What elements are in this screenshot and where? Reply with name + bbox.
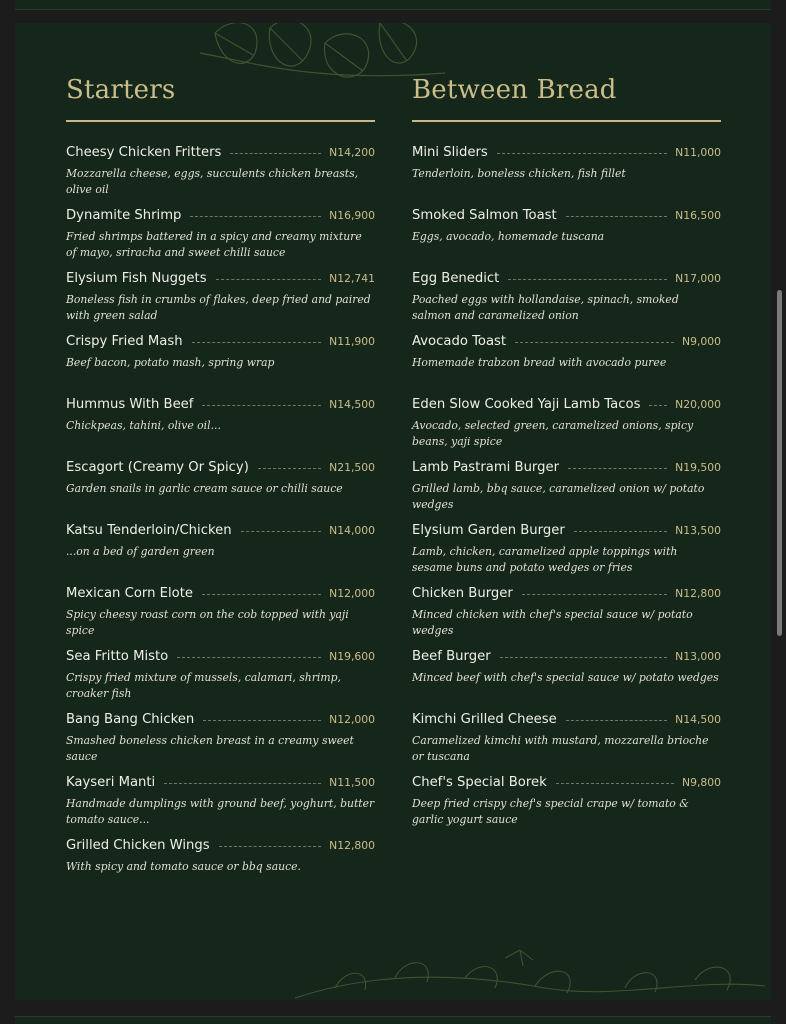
menu-item-description: Tenderloin, boneless chicken, fish fillet [412, 167, 626, 180]
menu-item-description: Eggs, avocado, homemade tuscana [412, 230, 605, 243]
menu-item [66, 331, 375, 371]
previous-page-edge [15, 0, 771, 10]
dotted-leader [556, 783, 674, 784]
menu-item [412, 646, 721, 686]
menu-item-price: N11,900 [329, 334, 375, 348]
menu-item-name: Mexican Corn Elote [66, 585, 193, 601]
menu-item-name: Kimchi Grilled Cheese [412, 711, 557, 727]
menu-item-price: N16,900 [329, 208, 375, 222]
menu-item [66, 142, 375, 198]
menu-item [66, 394, 375, 434]
menu-item-price: N9,000 [682, 334, 721, 348]
menu-item-name: Eden Slow Cooked Yaji Lamb Tacos [412, 396, 641, 412]
dotted-leader [192, 342, 322, 343]
menu-item-name: Crispy Fried Mash [66, 333, 183, 349]
dotted-leader [568, 468, 667, 469]
menu-item-description: Beef bacon, potato mash, spring wrap [66, 356, 275, 369]
menu-item [412, 331, 721, 371]
dotted-leader [219, 846, 322, 847]
menu-item-name: Escagort (Creamy Or Spicy) [66, 459, 249, 475]
menu-item-description: Poached eggs with hollandaise, spinach, smoked salmon and caramelized onion [412, 293, 679, 322]
dotted-leader [649, 405, 667, 406]
menu-item-name: Grilled Chicken Wings [66, 837, 210, 853]
menu-item-name: Egg Benedict [412, 270, 500, 286]
menu-item-description: Crispy fried mixture of mussels, calamari, shrimp, croaker fish [66, 671, 341, 700]
menu-item-header [412, 646, 721, 666]
menu-item-name: Dynamite Shrimp [66, 207, 182, 223]
menu-item-price: N16,500 [675, 208, 721, 222]
menu-item [412, 709, 721, 765]
menu-item-name: Smoked Salmon Toast [412, 207, 557, 223]
menu-item-header [66, 583, 375, 603]
menu-item-description: Caramelized kimchi with mustard, mozzarella brioche or tuscana [412, 734, 709, 763]
menu-item [412, 394, 721, 450]
menu-item-price: N13,000 [675, 649, 721, 663]
menu-item-header [66, 394, 375, 414]
menu-item-header [66, 457, 375, 477]
menu-item-header [412, 583, 721, 603]
section-title-starters: Starters [66, 75, 176, 105]
menu-item-price: N12,800 [675, 586, 721, 600]
menu-item-description: Grilled lamb, bbq sauce, caramelized onion w/ potato wedges [412, 482, 705, 511]
menu-item [412, 583, 721, 639]
menu-item-header [412, 457, 721, 477]
menu-item-header [412, 709, 721, 729]
menu-item-name: Elysium Garden Burger [412, 522, 565, 538]
menu-item [412, 142, 721, 182]
menu-item-price: N11,000 [675, 145, 721, 159]
menu-item-name: Hummus With Beef [66, 396, 194, 412]
menu-item-name: Kayseri Manti [66, 774, 156, 790]
menu-item-header [66, 709, 375, 729]
menu-item-name: Chef's Special Borek [412, 774, 547, 790]
menu-item-header [66, 646, 375, 666]
menu-item [66, 268, 375, 324]
menu-item [66, 205, 375, 261]
menu-item-price: N19,600 [329, 649, 375, 663]
dotted-leader [203, 720, 321, 721]
menu-item-price: N9,800 [682, 775, 721, 789]
menu-item-price: N12,000 [329, 712, 375, 726]
dotted-leader [566, 720, 667, 721]
menu-item-description: Garden snails in garlic cream sauce or chilli sauce [66, 482, 343, 495]
menu-item-price: N14,200 [329, 145, 375, 159]
section-divider [66, 120, 375, 122]
menu-item-price: N14,500 [329, 397, 375, 411]
dotted-leader [522, 594, 667, 595]
dotted-leader [190, 216, 321, 217]
dotted-leader [230, 153, 321, 154]
dotted-leader [202, 594, 321, 595]
menu-item [66, 646, 375, 702]
menu-page [15, 23, 771, 1000]
menu-item-name: Bang Bang Chicken [66, 711, 195, 727]
menu-item-description: With spicy and tomato sauce or bbq sauce. [66, 860, 301, 873]
dotted-leader [164, 783, 321, 784]
scrollbar-thumb[interactable] [777, 290, 782, 636]
menu-item-description: Spicy cheesy roast corn on the cob topped with yaji spice [66, 608, 349, 637]
dotted-leader [574, 531, 667, 532]
menu-item [412, 520, 721, 576]
dotted-leader [258, 468, 321, 469]
menu-item [66, 457, 375, 497]
menu-item-price: N20,000 [675, 397, 721, 411]
dotted-leader [177, 657, 321, 658]
menu-item-header [66, 331, 375, 351]
dotted-leader [497, 153, 667, 154]
menu-item-price: N21,500 [329, 460, 375, 474]
menu-item-description: Avocado, selected green, caramelized onions, spicy beans, yaji spice [412, 419, 694, 448]
menu-item [66, 835, 375, 875]
section-divider [412, 120, 721, 122]
menu-item-description: Homemade trabzon bread with avocado puree [412, 356, 667, 369]
menu-item-description: Boneless fish in crumbs of flakes, deep fried and paired with green salad [66, 293, 371, 322]
dotted-leader [508, 279, 667, 280]
menu-item-price: N11,500 [329, 775, 375, 789]
menu-item-header [412, 520, 721, 540]
menu-item [66, 772, 375, 828]
menu-item-header [412, 268, 721, 288]
menu-item-price: N12,000 [329, 586, 375, 600]
menu-item-description: Minced chicken with chef's special sauce w/ potato wedges [412, 608, 693, 637]
menu-item-name: Lamb Pastrami Burger [412, 459, 560, 475]
dotted-leader [500, 657, 668, 658]
menu-item-header [412, 331, 721, 351]
menu-item [66, 583, 375, 639]
menu-item-name: Sea Fritto Misto [66, 648, 169, 664]
dotted-leader [515, 342, 674, 343]
menu-item [412, 205, 721, 245]
leaf-decoration-bottom-icon [295, 948, 765, 1000]
menu-item-name: Elysium Fish Nuggets [66, 270, 207, 286]
menu-item-name: Katsu Tenderloin/Chicken [66, 522, 232, 538]
menu-item-description: Handmade dumplings with ground beef, yoghurt, butter tomato sauce... [66, 797, 375, 826]
menu-item-header [412, 142, 721, 162]
menu-item-price: N12,800 [329, 838, 375, 852]
menu-item-price: N14,500 [675, 712, 721, 726]
menu-item-price: N13,500 [675, 523, 721, 537]
menu-item-header [66, 205, 375, 225]
menu-item-name: Cheesy Chicken Fritters [66, 144, 222, 160]
dotted-leader [241, 531, 322, 532]
section-title-between-bread: Between Bread [412, 75, 617, 105]
menu-item-name: Mini Sliders [412, 144, 488, 160]
menu-item-header [66, 142, 375, 162]
menu-item-price: N17,000 [675, 271, 721, 285]
menu-item-description: Lamb, chicken, caramelized apple toppings with sesame buns and potato wedges or fries [412, 545, 678, 574]
menu-item-description: Minced beef with chef's special sauce w/ potato wedges [412, 671, 719, 684]
menu-item-header [412, 394, 721, 414]
menu-item-header [66, 835, 375, 855]
dotted-leader [216, 279, 322, 280]
menu-item-price: N19,500 [675, 460, 721, 474]
menu-item [66, 520, 375, 560]
menu-item-name: Chicken Burger [412, 585, 513, 601]
menu-item-description: Mozzarella cheese, eggs, succulents chicken breasts, olive oil [66, 167, 359, 196]
menu-item [66, 709, 375, 765]
menu-item-header [66, 268, 375, 288]
menu-item-header [66, 772, 375, 792]
dotted-leader [202, 405, 321, 406]
menu-item-price: N12,741 [329, 271, 375, 285]
dotted-leader [566, 216, 667, 217]
menu-item-description: Chickpeas, tahini, olive oil... [66, 419, 221, 432]
menu-item [412, 772, 721, 828]
menu-item-header [412, 772, 721, 792]
menu-item-description: Smashed boneless chicken breast in a creamy sweet sauce [66, 734, 354, 763]
menu-item-header [66, 520, 375, 540]
menu-item-name: Avocado Toast [412, 333, 507, 349]
menu-item-description: Fried shrimps battered in a spicy and creamy mixture of mayo, sriracha and sweet chilli sauce [66, 230, 362, 259]
menu-item-description: ...on a bed of garden green [66, 545, 215, 558]
menu-item [412, 268, 721, 324]
menu-item-price: N14,000 [329, 523, 375, 537]
menu-item-name: Beef Burger [412, 648, 491, 664]
menu-item-description: Deep fried crispy chef's special crape w/ tomato & garlic yogurt sauce [412, 797, 689, 826]
menu-item [412, 457, 721, 513]
menu-item-header [412, 205, 721, 225]
